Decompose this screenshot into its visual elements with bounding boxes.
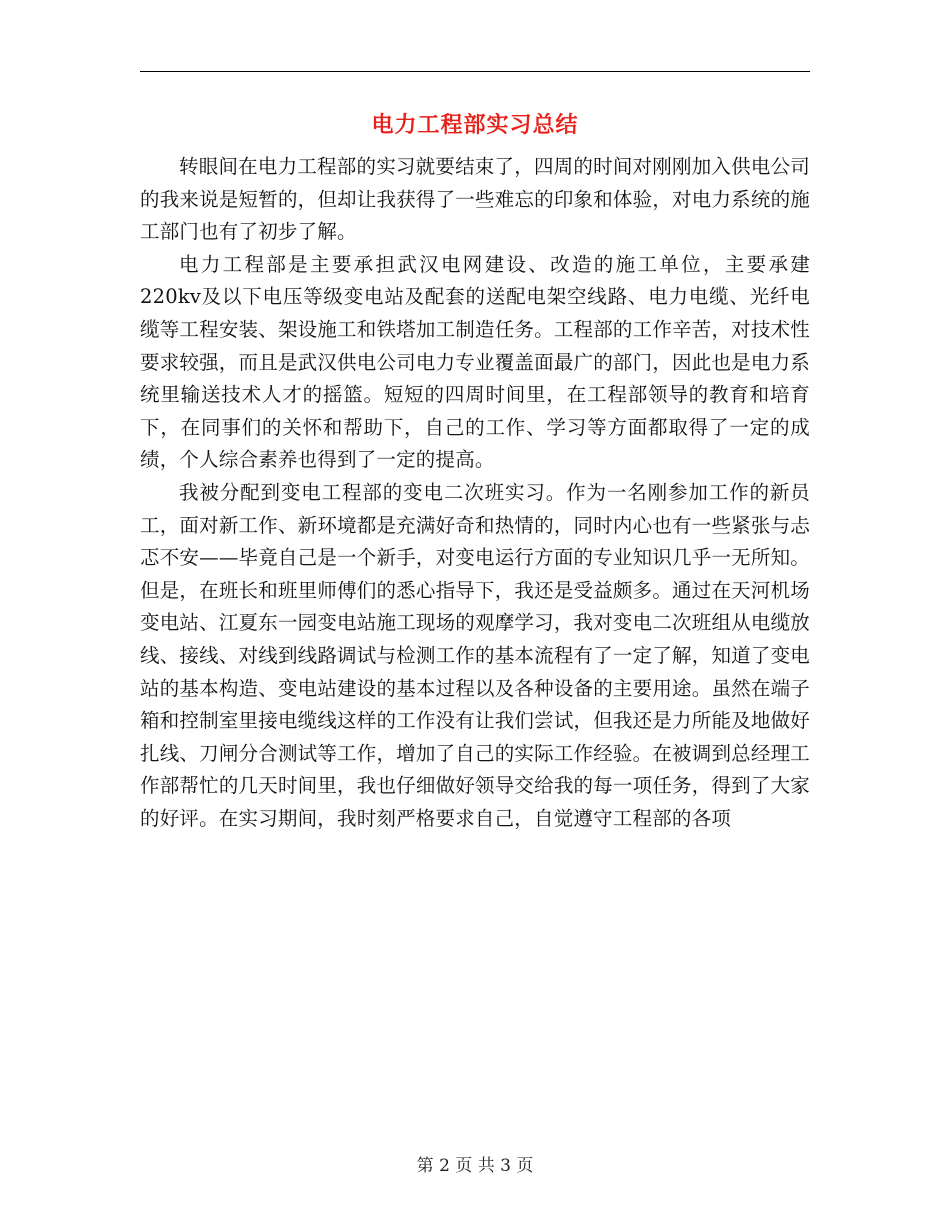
paragraph-3: 我被分配到变电工程部的变电二次班实习。作为一名刚参加工作的新员工，面对新工作、新环境都是充满好奇和热情的，同时内心也有一些紧张与忐忑不安——毕竟自己是一个新手，对变电运行方面的专业知识几乎一无所知。但是，在班长和班里师傅们的悉心指导下，我还是受益颇多。通过在天河机场变电站、江夏东一园变电站施工现场的观摩学习，我对变电二次班组从电缆放线、接线、对线到线路调试与检测工作的基本流程有了一定了解，知道了变电站的基本构造、变电站建设的基本过程以及各种设备的主要用途。虽然在端子箱和控制室里接电缆线这样的工作没有让我们尝试，但我还是力所能及地做好扎线、刀闸分合测试等工作，增加了自己的实际工作经验。在被调到总经理工作部帮忙的几天时间里，我也仔细做好领导交给我的每一项任务，得到了大家的好评。在实习期间，我时刻严格要求自己，自觉遵守工程部的各项 [140, 480, 810, 830]
paragraph-2: 电力工程部是主要承担武汉电网建设、改造的施工单位，主要承建220kv及以下电压等级变电站及配套的送配电架空线路、电力电缆、光纤电缆等工程安装、架设施工和铁塔加工制造任务。工程部的工作辛苦，对技术性要求较强，而且是武汉供电公司电力专业覆盖面最广的部门，因此也是电力系统里输送技术人才的摇篮。短短的四周时间里，在工程部领导的教育和培育下，在同事们的关怀和帮助下，自己的工作、学习等方面都取得了一定的成绩，个人综合素养也得到了一定的提高。 [140, 252, 810, 472]
header-rule [140, 71, 810, 72]
paragraph-1: 转眼间在电力工程部的实习就要结束了，四周的时间对刚刚加入供电公司的我来说是短暂的，但却让我获得了一些难忘的印象和体验，对电力系统的施工部门也有了初步了解。 [140, 155, 810, 244]
document-body [140, 151, 810, 835]
document-title: 电力工程部实习总结 [371, 112, 579, 138]
page-footer: 第 2 页 共 3 页 [416, 1156, 534, 1176]
